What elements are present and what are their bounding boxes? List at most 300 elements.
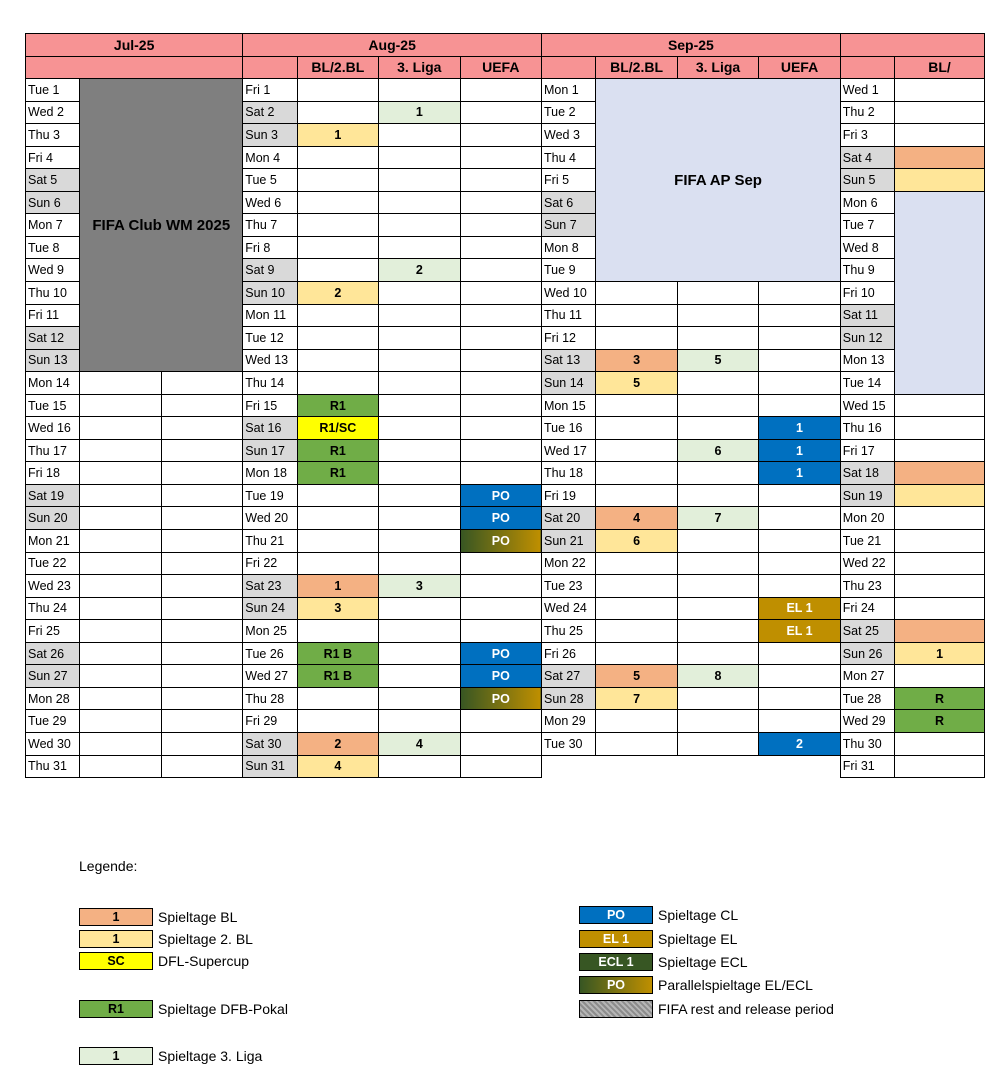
day-cell: Tue 21 [840, 530, 894, 553]
empty-cell [80, 507, 161, 530]
column-header: BL/2.BL [596, 56, 677, 79]
legend-item [579, 975, 813, 995]
empty-cell [460, 236, 541, 259]
empty-cell [379, 552, 460, 575]
day-cell: Mon 25 [243, 620, 297, 643]
day-cell: Sun 14 [542, 372, 596, 395]
empty-cell [161, 507, 243, 530]
column-header: BL/ [895, 56, 985, 79]
month-header: Sep-25 [542, 34, 841, 57]
day-cell: Sat 18 [840, 462, 894, 485]
legend-item [579, 929, 737, 949]
match-cell: R1 B [297, 642, 378, 665]
day-cell: Thu 25 [542, 620, 596, 643]
day-cell: Sun 10 [243, 282, 297, 305]
match-cell: R [895, 687, 985, 710]
empty-cell [596, 552, 677, 575]
legend-swatch [579, 1000, 653, 1018]
day-cell: Wed 30 [26, 732, 80, 755]
day-cell: Wed 13 [243, 349, 297, 372]
day-row [26, 597, 985, 620]
day-cell: Fri 15 [243, 394, 297, 417]
empty-cell [759, 642, 841, 665]
match-cell: 1 [297, 575, 378, 598]
column-header-empty [243, 56, 297, 79]
empty-cell [596, 642, 677, 665]
empty-cell [759, 710, 841, 733]
day-cell: Mon 13 [840, 349, 894, 372]
empty-cell [759, 687, 841, 710]
day-cell: Thu 31 [26, 755, 80, 778]
day-cell: Fri 11 [26, 304, 80, 327]
day-cell: Mon 20 [840, 507, 894, 530]
empty-cell [379, 327, 460, 350]
empty-cell [759, 665, 841, 688]
empty-cell [80, 394, 161, 417]
day-cell: Wed 22 [840, 552, 894, 575]
empty-cell [80, 552, 161, 575]
day-cell: Fri 18 [26, 462, 80, 485]
day-cell: Wed 17 [542, 439, 596, 462]
empty-cell [161, 394, 243, 417]
match-cell: 7 [596, 687, 677, 710]
day-cell: Tue 2 [542, 101, 596, 124]
day-cell: Sun 7 [542, 214, 596, 237]
empty-cell [161, 597, 243, 620]
empty-cell [379, 755, 460, 778]
empty-cell [895, 597, 985, 620]
empty-cell [80, 439, 161, 462]
empty-cell [677, 484, 758, 507]
empty-cell [297, 191, 378, 214]
empty-cell [460, 394, 541, 417]
day-cell: Mon 18 [243, 462, 297, 485]
fifa-club-wm-block: FIFA Club WM 2025 [80, 79, 243, 372]
day-cell: Thu 4 [542, 146, 596, 169]
day-cell: Sun 3 [243, 124, 297, 147]
day-cell: Thu 16 [840, 417, 894, 440]
day-row [26, 439, 985, 462]
legend-label: Spieltage 2. BL [158, 931, 253, 947]
empty-cell [161, 530, 243, 553]
day-cell: Fri 31 [840, 755, 894, 778]
day-cell: Sat 9 [243, 259, 297, 282]
match-cell: PO [460, 484, 541, 507]
day-cell: Tue 23 [542, 575, 596, 598]
day-row [26, 687, 985, 710]
empty-cell [596, 732, 677, 755]
day-cell: Fri 1 [243, 79, 297, 102]
day-cell: Sun 24 [243, 597, 297, 620]
match-cell: 1 [759, 462, 841, 485]
empty-cell [297, 214, 378, 237]
month-header: Jul-25 [26, 34, 243, 57]
day-row [26, 552, 985, 575]
day-cell: Fri 8 [243, 236, 297, 259]
day-cell: Fri 25 [26, 620, 80, 643]
match-cell: 4 [596, 507, 677, 530]
day-cell: Tue 22 [26, 552, 80, 575]
empty-cell [80, 417, 161, 440]
day-cell: Thu 9 [840, 259, 894, 282]
match-cell: PO [460, 507, 541, 530]
empty-cell [895, 665, 985, 688]
empty-cell [379, 620, 460, 643]
empty-cell [379, 191, 460, 214]
legend-label: Spieltage 3. Liga [158, 1048, 263, 1064]
match-cell [895, 620, 985, 643]
empty-cell [460, 417, 541, 440]
day-cell: Sun 28 [542, 687, 596, 710]
empty-cell [460, 282, 541, 305]
empty-cell [379, 665, 460, 688]
empty-cell [161, 575, 243, 598]
empty-cell [379, 349, 460, 372]
empty-cell [677, 732, 758, 755]
legend-label: Spieltage CL [658, 907, 739, 923]
empty-cell [379, 394, 460, 417]
match-cell: R1 [297, 462, 378, 485]
empty-cell [460, 372, 541, 395]
empty-cell [759, 394, 841, 417]
match-cell: 2 [297, 732, 378, 755]
empty-cell [161, 732, 243, 755]
empty-cell [677, 394, 758, 417]
column-header: BL/2.BL [297, 56, 378, 79]
empty-cell [677, 597, 758, 620]
day-cell: Mon 27 [840, 665, 894, 688]
day-row [26, 732, 985, 755]
match-cell: 4 [297, 755, 378, 778]
column-header: UEFA [460, 56, 541, 79]
empty-cell [895, 530, 985, 553]
day-cell: Sat 13 [542, 349, 596, 372]
match-cell: 1 [379, 101, 460, 124]
empty-cell [379, 79, 460, 102]
empty-cell [460, 755, 541, 778]
match-cell: 2 [297, 282, 378, 305]
empty-cell [379, 484, 460, 507]
empty-cell [297, 687, 378, 710]
day-cell: Sat 23 [243, 575, 297, 598]
legend-label: Spieltage BL [158, 909, 238, 925]
day-cell: Sun 17 [243, 439, 297, 462]
day-cell: Fri 26 [542, 642, 596, 665]
empty-cell [895, 552, 985, 575]
empty-cell [80, 372, 161, 395]
empty-cell [677, 575, 758, 598]
match-cell: PO [460, 642, 541, 665]
day-cell: Wed 3 [542, 124, 596, 147]
match-cell: 1 [297, 124, 378, 147]
empty-cell [460, 462, 541, 485]
empty-cell [759, 484, 841, 507]
day-cell: Tue 12 [243, 327, 297, 350]
day-row [26, 484, 985, 507]
empty-cell [80, 642, 161, 665]
day-cell: Tue 26 [243, 642, 297, 665]
day-cell: Mon 11 [243, 304, 297, 327]
fifa-ap-sep-block: FIFA AP Sep [596, 79, 840, 282]
day-cell: Mon 4 [243, 146, 297, 169]
day-cell: Mon 15 [542, 394, 596, 417]
empty-cell [297, 530, 378, 553]
day-cell: Sun 21 [542, 530, 596, 553]
day-cell: Sun 20 [26, 507, 80, 530]
match-cell: 1 [895, 642, 985, 665]
empty-cell [161, 417, 243, 440]
empty-cell [161, 372, 243, 395]
empty-cell [895, 439, 985, 462]
empty-cell [80, 530, 161, 553]
day-cell: Tue 16 [542, 417, 596, 440]
empty-cell [379, 642, 460, 665]
day-row [26, 507, 985, 530]
day-cell: Sat 25 [840, 620, 894, 643]
day-cell: Tue 8 [26, 236, 80, 259]
legend-label: Spieltage EL [658, 931, 738, 947]
empty-cell [460, 552, 541, 575]
match-cell: 3 [379, 575, 460, 598]
empty-cell [677, 304, 758, 327]
empty-cell [80, 484, 161, 507]
match-cell: 5 [596, 665, 677, 688]
day-cell: Thu 17 [26, 439, 80, 462]
calendar [25, 33, 951, 807]
day-cell: Mon 28 [26, 687, 80, 710]
empty-cell [759, 552, 841, 575]
day-cell: Thu 11 [542, 304, 596, 327]
day-cell: Sat 20 [542, 507, 596, 530]
empty-cell [379, 236, 460, 259]
empty-cell [297, 327, 378, 350]
empty-cell [379, 687, 460, 710]
empty-cell [297, 236, 378, 259]
empty-cell [677, 552, 758, 575]
empty-cell [161, 755, 243, 778]
day-cell: Mon 1 [542, 79, 596, 102]
day-cell: Tue 7 [840, 214, 894, 237]
legend-item [579, 905, 738, 925]
match-cell: R1/SC [297, 417, 378, 440]
empty-cell [677, 710, 758, 733]
empty-cell [80, 462, 161, 485]
day-cell: Tue 30 [542, 732, 596, 755]
day-cell: Thu 2 [840, 101, 894, 124]
day-row [26, 394, 985, 417]
empty-cell [379, 462, 460, 485]
empty-cell [677, 530, 758, 553]
empty-cell [759, 282, 841, 305]
empty-cell [379, 304, 460, 327]
day-cell: Wed 20 [243, 507, 297, 530]
day-cell: Sat 2 [243, 101, 297, 124]
match-cell: EL 1 [759, 597, 841, 620]
empty-cell [297, 169, 378, 192]
day-cell: Thu 18 [542, 462, 596, 485]
empty-cell [460, 169, 541, 192]
day-cell: Sun 6 [26, 191, 80, 214]
day-cell: Fri 24 [840, 597, 894, 620]
match-cell: PO [460, 530, 541, 553]
legend-swatch: R1 [79, 1000, 153, 1018]
legend-item [79, 951, 249, 971]
column-header: 3. Liga [677, 56, 758, 79]
empty-cell [460, 732, 541, 755]
empty-cell [677, 620, 758, 643]
empty-cell [297, 349, 378, 372]
empty-cell [297, 146, 378, 169]
empty-cell [460, 620, 541, 643]
day-cell: Tue 5 [243, 169, 297, 192]
day-cell: Thu 14 [243, 372, 297, 395]
day-cell: Fri 29 [243, 710, 297, 733]
empty-cell [297, 507, 378, 530]
empty-cell [895, 124, 985, 147]
empty-cell [596, 394, 677, 417]
day-cell: Tue 1 [26, 79, 80, 102]
day-cell: Sun 19 [840, 484, 894, 507]
empty-cell [460, 101, 541, 124]
match-cell: 6 [596, 530, 677, 553]
match-cell [895, 484, 985, 507]
match-cell: 6 [677, 439, 758, 462]
day-cell: Sun 5 [840, 169, 894, 192]
match-cell: 1 [759, 417, 841, 440]
match-cell: 3 [596, 349, 677, 372]
match-cell [895, 169, 985, 192]
day-cell: Wed 27 [243, 665, 297, 688]
empty-cell [895, 417, 985, 440]
empty-cell [297, 620, 378, 643]
legend-item [579, 999, 834, 1019]
column-header: UEFA [759, 56, 841, 79]
day-cell: Sun 12 [840, 327, 894, 350]
day-cell: Sat 11 [840, 304, 894, 327]
empty-cell [460, 575, 541, 598]
empty-cell [80, 710, 161, 733]
day-cell: Wed 10 [542, 282, 596, 305]
day-cell: Wed 16 [26, 417, 80, 440]
empty-cell [677, 642, 758, 665]
day-cell: Thu 24 [26, 597, 80, 620]
day-cell: Sun 13 [26, 349, 80, 372]
empty-cell [297, 710, 378, 733]
empty-cell [677, 282, 758, 305]
empty-cell [596, 597, 677, 620]
day-cell: Fri 12 [542, 327, 596, 350]
empty-cell [379, 417, 460, 440]
legend-item [79, 907, 237, 927]
legend-swatch: PO [579, 906, 653, 924]
empty-cell [379, 169, 460, 192]
empty-cell [759, 304, 841, 327]
legend-title: Legende: [79, 858, 138, 874]
empty-cell [596, 304, 677, 327]
empty-cell [379, 597, 460, 620]
empty-cell [80, 597, 161, 620]
day-cell: Wed 23 [26, 575, 80, 598]
legend-item [79, 1046, 262, 1066]
day-cell: Sat 12 [26, 327, 80, 350]
empty-cell [80, 575, 161, 598]
match-cell: R1 [297, 394, 378, 417]
empty-cell [460, 259, 541, 282]
day-cell: Wed 8 [840, 236, 894, 259]
legend-label: Spieltage ECL [658, 954, 748, 970]
day-cell: Mon 7 [26, 214, 80, 237]
match-cell: R1 B [297, 665, 378, 688]
day-cell: Sat 6 [542, 191, 596, 214]
day-cell: Tue 15 [26, 394, 80, 417]
day-cell: Thu 3 [26, 124, 80, 147]
empty-cell [677, 417, 758, 440]
empty-cell [379, 146, 460, 169]
day-cell: Fri 22 [243, 552, 297, 575]
day-cell: Tue 9 [542, 259, 596, 282]
empty-cell [379, 282, 460, 305]
empty-cell [460, 304, 541, 327]
day-cell: Sat 4 [840, 146, 894, 169]
empty-cell [460, 327, 541, 350]
day-cell: Sat 19 [26, 484, 80, 507]
day-cell: Fri 5 [542, 169, 596, 192]
match-cell [895, 462, 985, 485]
legend-label: FIFA rest and release period [658, 1001, 834, 1017]
day-cell: Mon 6 [840, 191, 894, 214]
day-cell: Sun 27 [26, 665, 80, 688]
empty-cell [297, 552, 378, 575]
empty-cell [460, 124, 541, 147]
legend-label: Spieltage DFB-Pokal [158, 1001, 288, 1017]
empty-cell [596, 417, 677, 440]
empty-cell [161, 642, 243, 665]
legend-swatch: PO [579, 976, 653, 994]
empty-cell [161, 710, 243, 733]
empty-cell [161, 665, 243, 688]
day-cell: Tue 29 [26, 710, 80, 733]
empty-cell [460, 79, 541, 102]
column-header-empty [542, 56, 596, 79]
empty-cell [759, 530, 841, 553]
match-cell: 4 [379, 732, 460, 755]
day-cell: Sat 5 [26, 169, 80, 192]
day-row [26, 417, 985, 440]
match-cell: R [895, 710, 985, 733]
day-cell: Mon 8 [542, 236, 596, 259]
match-cell: 3 [297, 597, 378, 620]
empty-cell [759, 372, 841, 395]
legend-item [579, 952, 748, 972]
empty-cell [677, 462, 758, 485]
match-cell: R1 [297, 439, 378, 462]
empty-cell [297, 304, 378, 327]
empty-cell [379, 124, 460, 147]
empty-cell [759, 575, 841, 598]
empty-cell [460, 146, 541, 169]
empty-cell [895, 394, 985, 417]
match-cell: 7 [677, 507, 758, 530]
empty-cell [161, 439, 243, 462]
day-cell: Fri 19 [542, 484, 596, 507]
empty-cell [895, 755, 985, 778]
empty-cell [161, 462, 243, 485]
empty-cell [379, 214, 460, 237]
empty-cell [542, 755, 841, 778]
day-cell: Wed 15 [840, 394, 894, 417]
legend-swatch: ECL 1 [579, 953, 653, 971]
empty-cell [379, 439, 460, 462]
